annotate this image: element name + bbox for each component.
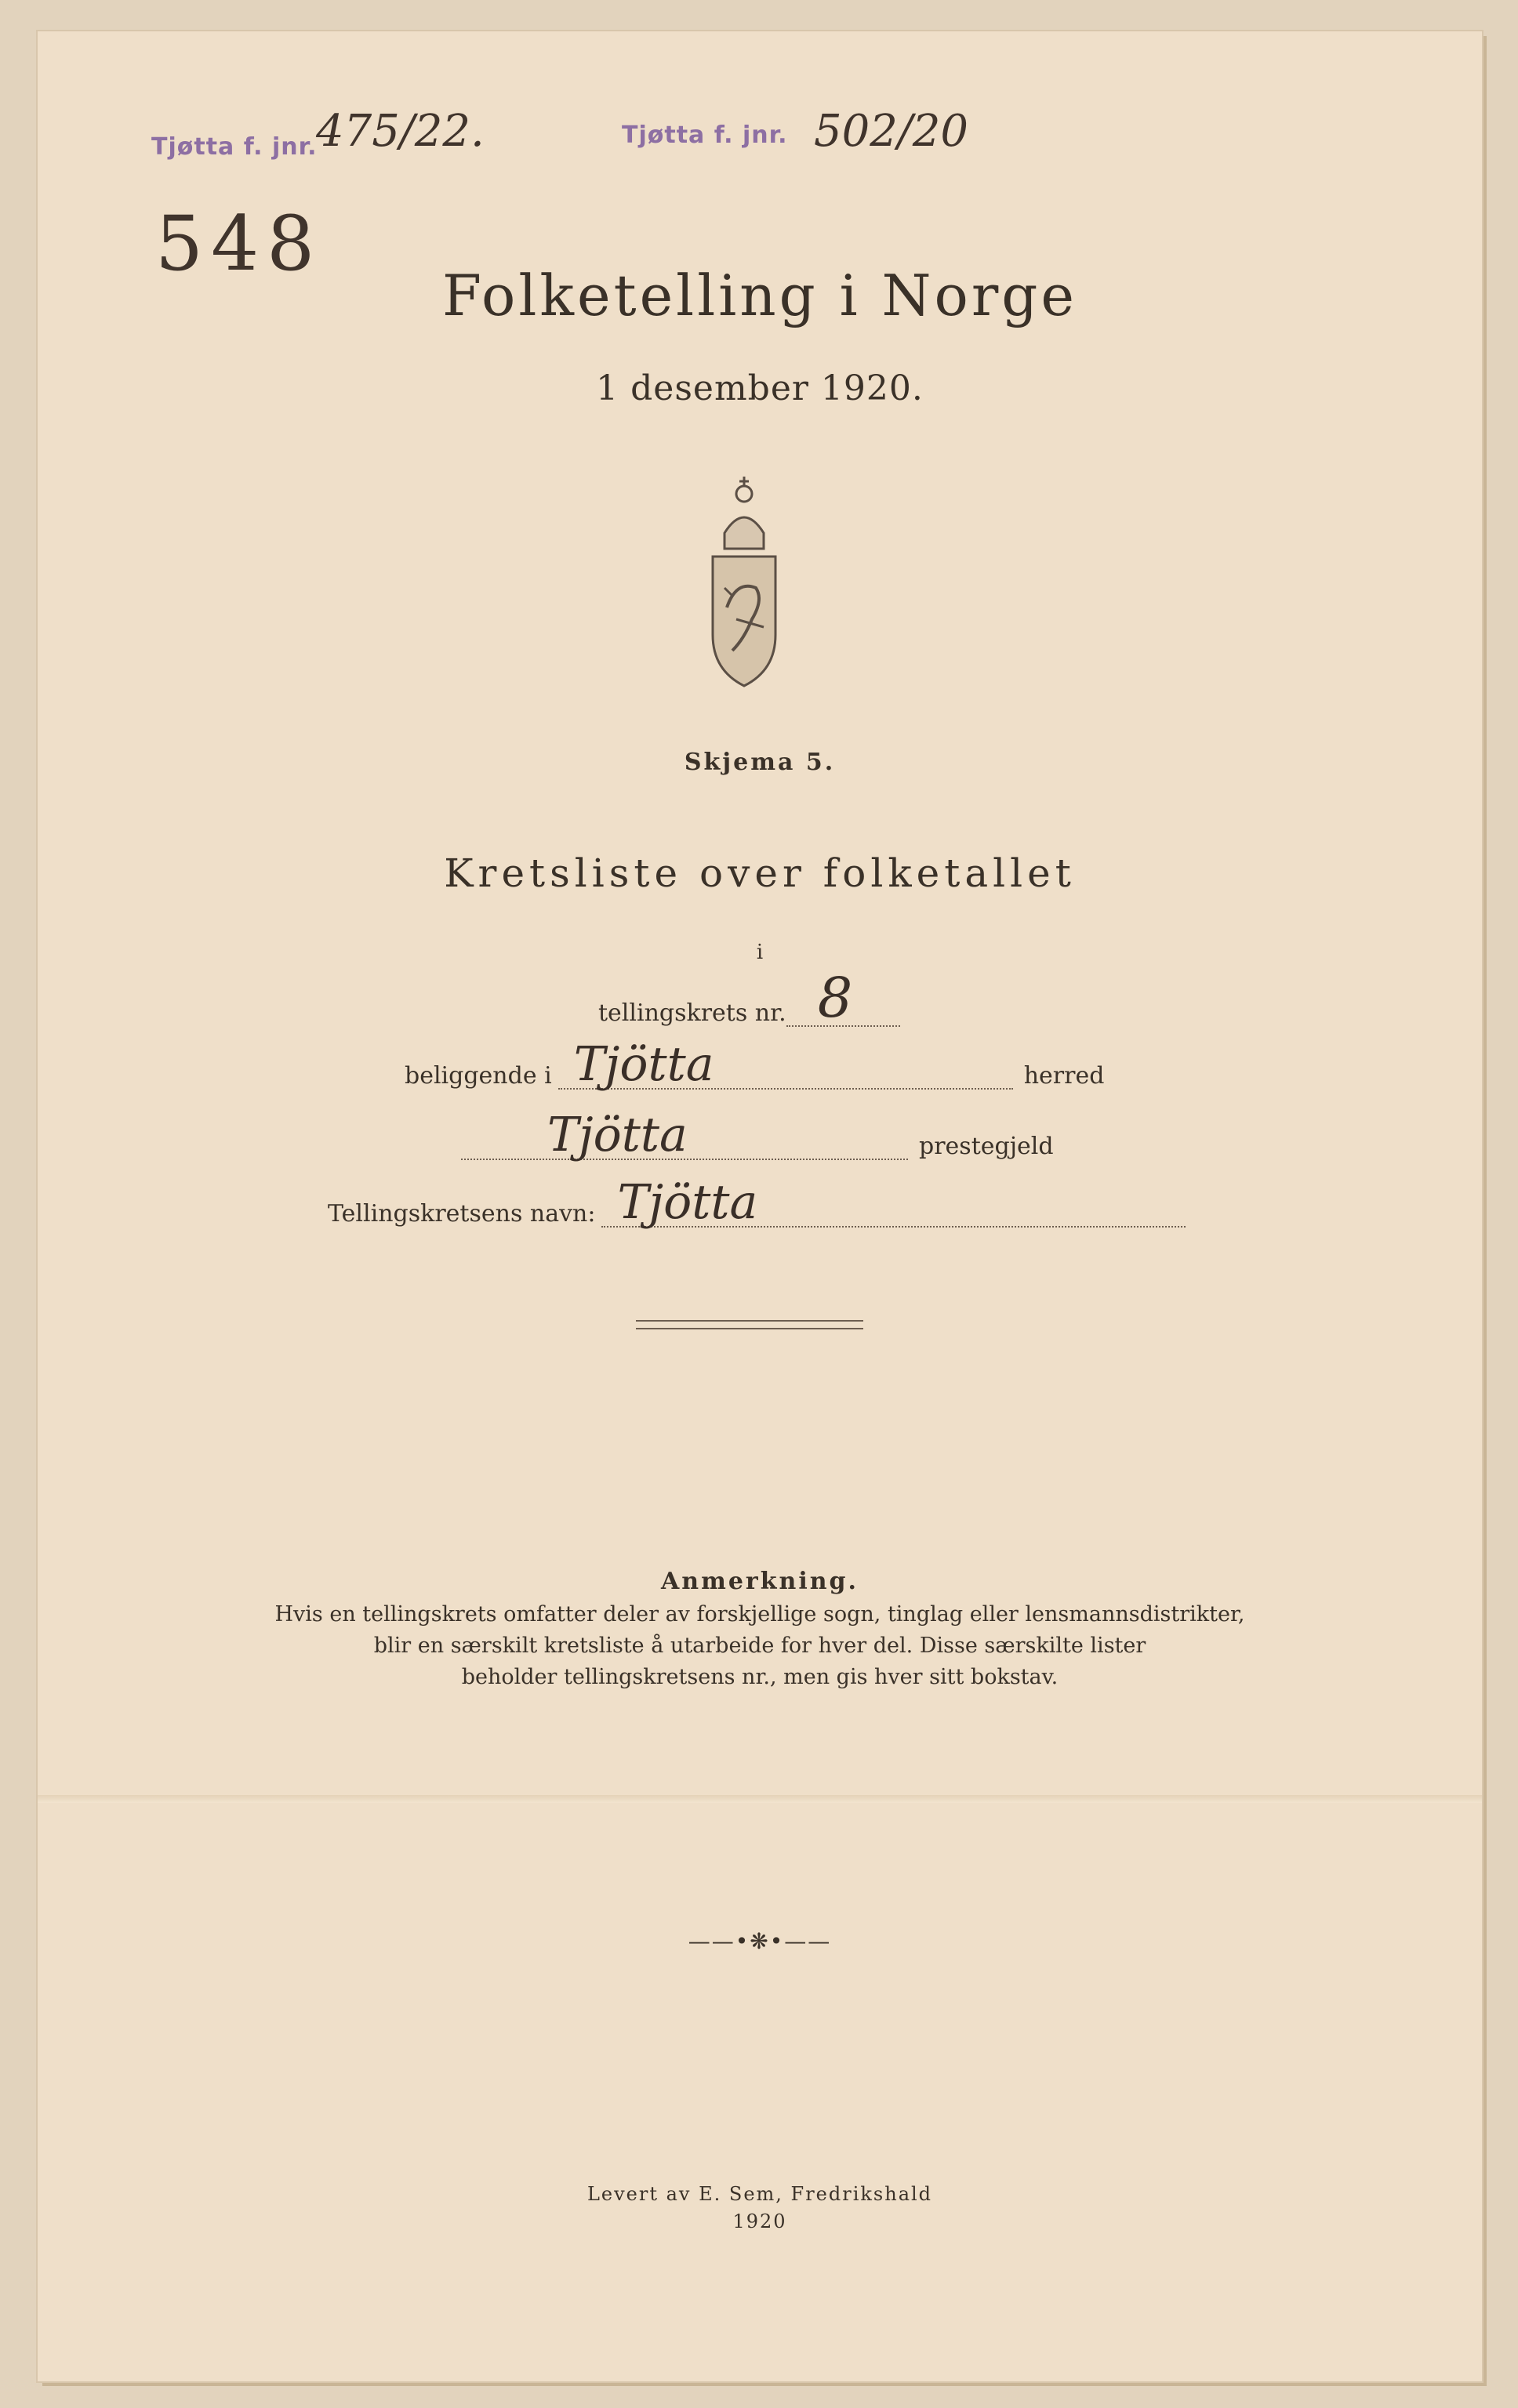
coat-of-arms-icon [689,470,799,705]
divider-rule [636,1320,863,1329]
navn-row [328,1175,1186,1230]
page-title: Folketelling i Norge [442,263,1077,328]
krets-value: 8 [817,966,853,1030]
prestegjeld-row [461,1108,1054,1162]
krets-label: tellingskrets nr. [598,999,786,1027]
ornament: ——•❋•—— [688,1928,832,1954]
note-line-2: blir en særskilt kretsliste å utarbeide for hver del. Disse særskilte lister [373,1634,1146,1658]
navn-label: Tellingskretsens navn: [328,1200,596,1228]
krets-row [598,966,900,1030]
note-line-3: beholder tellingskretsens nr., men gis hver sitt bokstav. [461,1665,1059,1689]
note-title: Anmerkning. [661,1568,859,1595]
stamp-right-text: Tjøtta f. jnr. [622,121,788,149]
schema-label: Skjema 5. [684,749,836,776]
beliggende-value: Tjötta [573,1037,714,1092]
stamp-right-number: 502/20 [814,106,969,157]
form-heading: Kretsliste over folketallet [444,850,1076,896]
stamp-left [151,133,318,161]
stamp-left-text: Tjøtta f. jnr. [151,133,318,161]
prestegjeld-label: prestegjeld [919,1133,1054,1160]
navn-value: Tjötta [617,1175,758,1230]
stamp-left-number: 475/22. [316,106,485,157]
paper-fold [38,1795,1482,1803]
herred-label: herred [1023,1062,1105,1090]
navn-field[interactable] [601,1175,1186,1230]
archive-number: 548 [155,200,323,288]
stamp-right [622,121,788,149]
page-subtitle: 1 desember 1920. [596,368,924,408]
connector-text: i [756,941,764,964]
beliggende-label: beliggende i [405,1062,552,1090]
beliggende-row [405,1037,1105,1092]
census-form-page [38,31,1482,2381]
beliggende-field[interactable] [558,1037,1013,1092]
krets-field[interactable] [786,966,900,1030]
printer-year: 1920 [732,2210,787,2232]
prestegjeld-value: Tjötta [547,1108,688,1162]
prestegjeld-field[interactable] [461,1108,908,1162]
note-line-1: Hvis en tellingskrets omfatter deler av forskjellige sogn, tinglag eller lensmannsdistrikter, [274,1602,1245,1626]
printer-credit: Levert av E. Sem, Fredrikshald [586,2183,933,2205]
